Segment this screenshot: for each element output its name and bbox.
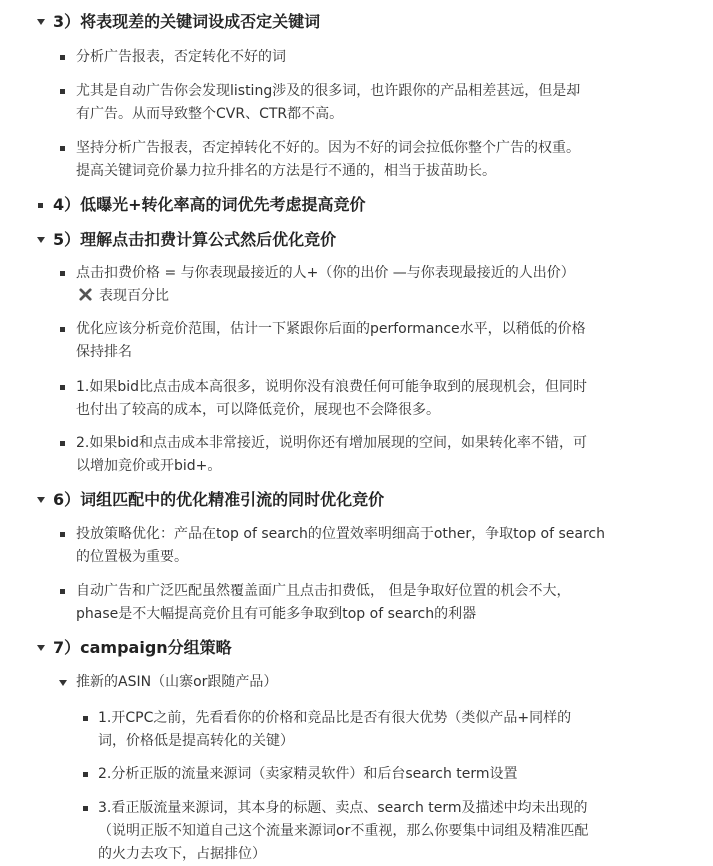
list-item: phase是不大幅提高竞价且有可能多争取到top of search的利器 <box>76 606 477 622</box>
list-item: 有广告。从而导致整个CVR、CTR都不高。 <box>76 106 344 122</box>
list-item: 1.开CPC之前，先看看你的价格和竞品比是否有很大优势（类似产品+同样的 <box>98 710 572 726</box>
bullet-icon <box>60 532 65 537</box>
collapse-triangle-icon[interactable] <box>37 237 45 243</box>
list-item: 1.如果bid比点击成本高很多，说明你没有浪费任何可能争取到的展现机会，但同时 <box>76 379 588 395</box>
list-item: 以增加竞价或开bid+。 <box>76 458 222 474</box>
bullet-icon <box>60 146 65 151</box>
bullet-icon <box>60 589 65 594</box>
list-item: （说明正版不知道自己这个流量来源词or不重视，那么你要集中词组及精准匹配 <box>98 823 589 839</box>
bullet-icon <box>60 385 65 390</box>
sub-heading: 推新的ASIN（山寨or跟随产品） <box>76 674 278 690</box>
list-item: 保持排名 <box>76 344 132 360</box>
list-item: 尤其是自动广告你会发现listing涉及的很多词，也许跟你的产品相差甚远，但是却 <box>76 83 581 99</box>
section-heading: 6）词组匹配中的优化精准引流的同时优化竞价 <box>53 490 385 509</box>
section-heading: 5）理解点击扣费计算公式然后优化竞价 <box>53 230 337 249</box>
bullet-icon <box>83 772 88 777</box>
list-item: 自动广告和广泛匹配虽然覆盖面广且点击扣费低， 但是争取好位置的机会不大， <box>76 583 571 599</box>
collapse-triangle-icon[interactable] <box>37 497 45 503</box>
cross-mark-icon <box>78 287 93 302</box>
bullet-icon <box>38 203 43 208</box>
bullet-icon <box>60 327 65 332</box>
list-item-line <box>78 285 169 308</box>
bullet-icon <box>60 271 65 276</box>
list-item: 词，价格低是提高转化的关键） <box>98 733 294 749</box>
collapse-triangle-icon[interactable] <box>37 19 45 25</box>
list-item: 也付出了较高的成本，可以降低竞价，展现也不会降很多。 <box>76 402 440 418</box>
bullet-icon <box>83 716 88 721</box>
list-item: 优化应该分析竞价范围，估计一下紧跟你后面的performance水平，以稍低的价格 <box>76 321 586 337</box>
bullet-icon <box>60 441 65 446</box>
collapse-triangle-icon[interactable] <box>59 680 67 686</box>
bullet-icon <box>60 89 65 94</box>
list-item: 分析广告报表，否定转化不好的词 <box>76 49 286 65</box>
collapse-triangle-icon[interactable] <box>37 645 45 651</box>
list-item: 2.分析正版的流量来源词（卖家精灵软件）和后台search term设置 <box>98 766 518 782</box>
list-item-text: 表现百分比 <box>99 288 169 304</box>
section-heading: 3）将表现差的关键词设成否定关键词 <box>53 12 321 31</box>
list-item: 坚持分析广告报表，否定掉转化不好的。因为不好的词会拉低你整个广告的权重。 <box>76 140 580 156</box>
list-item: 3.看正版流量来源词，其本身的标题、卖点、search term及描述中均未出现的 <box>98 800 588 816</box>
list-item: 提高关键词竞价暴力拉升排名的方法是行不通的，相当于拔苗助长。 <box>76 163 496 179</box>
section-heading: 4）低曝光+转化率高的词优先考虑提高竞价 <box>53 195 366 214</box>
list-item: 的火力去攻下，占据排位） <box>98 846 266 862</box>
list-item: 2.如果bid和点击成本非常接近，说明你还有增加展现的空间，如果转化率不错，可 <box>76 435 588 451</box>
section-heading: 7）campaign分组策略 <box>53 638 232 657</box>
list-item: 投放策略优化：产品在top of search的位置效率明细高于other，争取top of search <box>76 526 605 542</box>
list-item: 的位置极为重要。 <box>76 549 188 565</box>
bullet-icon <box>83 806 88 811</box>
bullet-icon <box>60 55 65 60</box>
list-item: 点击扣费价格 = 与你表现最接近的人+（你的出价 —与你表现最接近的人出价） <box>76 265 575 281</box>
